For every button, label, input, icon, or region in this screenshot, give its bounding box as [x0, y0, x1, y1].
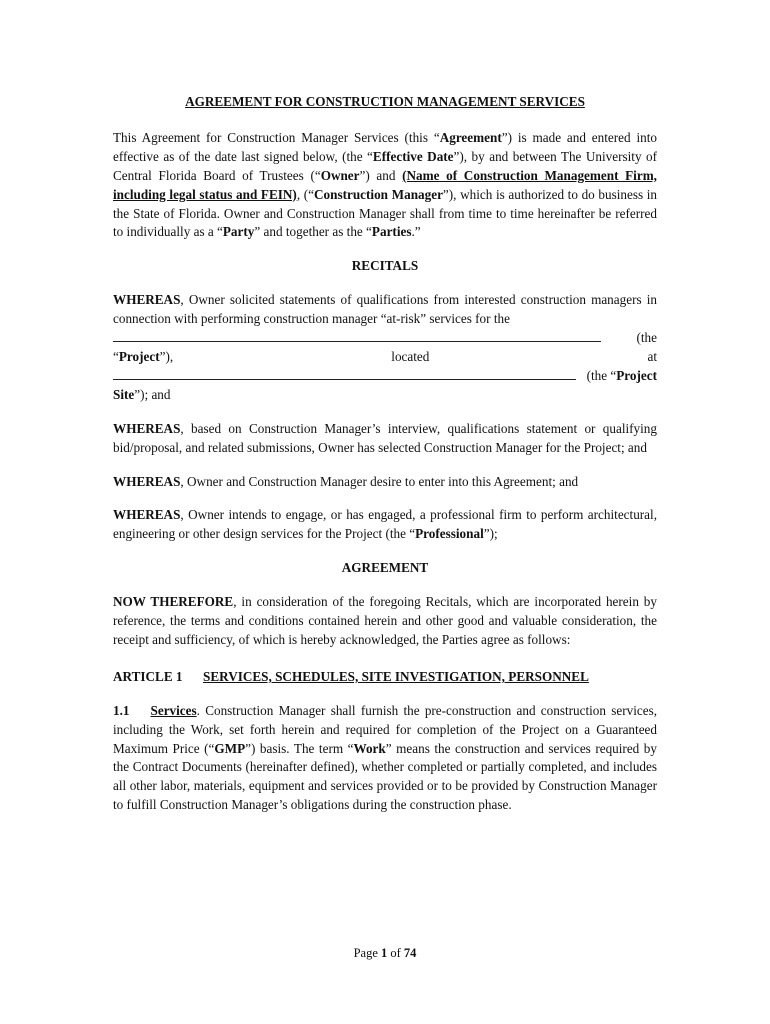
located-word: located — [391, 348, 430, 364]
whereas-keyword: WHEREAS — [113, 507, 181, 523]
recital-1-text — [113, 291, 657, 329]
intro-text: , (“ — [296, 186, 315, 202]
site-blank-row — [113, 367, 657, 386]
intro-text: .” — [411, 224, 421, 240]
page-number: 1 — [381, 946, 388, 960]
page-total: 74 — [403, 946, 417, 960]
article-number: ARTICLE 1 — [113, 668, 183, 684]
article-1-heading — [113, 668, 657, 687]
recital-text: , Owner solicited statements of qualifications from interested construction managers in connection with performing construction manager “at-risk” services for the — [113, 292, 657, 327]
section-1-1 — [113, 702, 657, 815]
now-therefore-keyword: NOW THEREFORE — [113, 594, 234, 610]
term-agreement: Agreement — [439, 129, 502, 145]
article-title: SERVICES, SCHEDULES, SITE INVESTIGATION, PERSONNEL — [203, 668, 589, 684]
term-party: Party — [222, 224, 255, 240]
whereas-keyword: WHEREAS — [113, 420, 181, 436]
recital-text: ”); — [483, 526, 498, 542]
project-term — [113, 348, 173, 367]
intro-paragraph — [113, 129, 657, 242]
section-number: 1.1 — [113, 702, 130, 718]
recital-text: , Owner intends to engage, or has engaged, a professional firm to perform architectural, engineering or other design services for the Project (the “ — [113, 507, 657, 542]
site-term-end — [113, 386, 657, 405]
quote: “ — [113, 348, 119, 364]
intro-text: ” and together as the “ — [254, 224, 372, 240]
intro-text: ”) is made and entered into effective as of the date last signed below, (the “ — [113, 129, 657, 164]
recital-text: ”); and — [134, 386, 171, 402]
term-parties: Parties — [371, 224, 412, 240]
agreement-heading: AGREEMENT — [341, 560, 429, 576]
document-title: AGREEMENT FOR CONSTRUCTION MANAGEMENT SERVICES — [185, 94, 585, 109]
project-site-blank — [113, 367, 576, 380]
quote: ”), — [159, 348, 174, 364]
section-heading: Services — [150, 702, 197, 718]
term-professional: Professional — [415, 526, 484, 542]
now-therefore-paragraph — [113, 593, 657, 650]
quote: (the “ — [586, 367, 617, 383]
at-word: at — [647, 348, 657, 364]
term-work: Work — [353, 740, 386, 756]
intro-text: ”) and — [359, 167, 403, 183]
whereas-keyword: WHEREAS — [113, 292, 181, 308]
term-owner: Owner — [320, 167, 360, 183]
page-footer — [0, 944, 770, 963]
recital-4 — [113, 506, 657, 544]
of-word: of — [390, 946, 401, 960]
now-therefore-text: , in consideration of the foregoing Recitals, which are incorporated herein by reference, the terms and conditions contained herein and other good and valuable consideration, the receipt and sufficiency, of which is hereby acknowledged, the Parties agree as follows: — [113, 594, 657, 647]
term-project-site: Project — [616, 367, 657, 383]
recital-2 — [113, 420, 657, 458]
section-text: . Construction Manager shall furnish the pre-construction and construction services, including the Work, set forth herein and required for completion of the Project on a Guaranteed Maximum Price (“ — [113, 702, 657, 756]
project-name-blank — [113, 329, 601, 342]
recital-text: , Owner and Construction Manager desire to enter into this Agreement; and — [180, 473, 579, 489]
intro-text: ”), by and between The University of Central Florida Board of Trustees (“ — [113, 148, 657, 183]
term-effective-date: Effective Date — [372, 148, 454, 164]
section-text: ” means the construction and services required by the Contract Documents (hereinafter defined), whether completed or partially completed, and includes all other labor, materials, equipment and services provided or to be provided by Construction Manager to fulfill Construction Manager’s obligations during the construction phase. — [113, 740, 657, 813]
document-body — [113, 93, 657, 815]
site-term — [587, 367, 657, 386]
project-located-row — [113, 348, 657, 367]
project-blank-row — [113, 329, 657, 348]
term-construction-manager: Construction Manager — [314, 186, 443, 202]
recital-3 — [113, 473, 657, 492]
intro-text: This Agreement for Construction Manager Services (this “ — [113, 129, 440, 145]
recitals-heading: RECITALS — [351, 258, 419, 274]
recital-text: (the — [636, 330, 657, 346]
term-project: Project — [118, 348, 160, 364]
recital-text: , based on Construction Manager’s interview, qualifications statement or qualifying bid/proposal, and related submissions, Owner has selected Construction Manager for the Project; and — [113, 420, 657, 455]
section-text: ”) basis. The term “ — [245, 740, 354, 756]
recital-1 — [113, 291, 657, 404]
whereas-keyword: WHEREAS — [113, 473, 181, 489]
firm-name-placeholder: (Name of Construction Management Firm, including legal status and FEIN) — [113, 167, 657, 202]
term-site: Site — [113, 386, 135, 402]
intro-text: ”), which is authorized to do business in the State of Florida. Owner and Construction Manager shall from time to time hereinafter be referred to individually as a “ — [113, 186, 657, 240]
term-gmp: GMP — [214, 740, 246, 756]
page-word: Page — [353, 946, 378, 960]
